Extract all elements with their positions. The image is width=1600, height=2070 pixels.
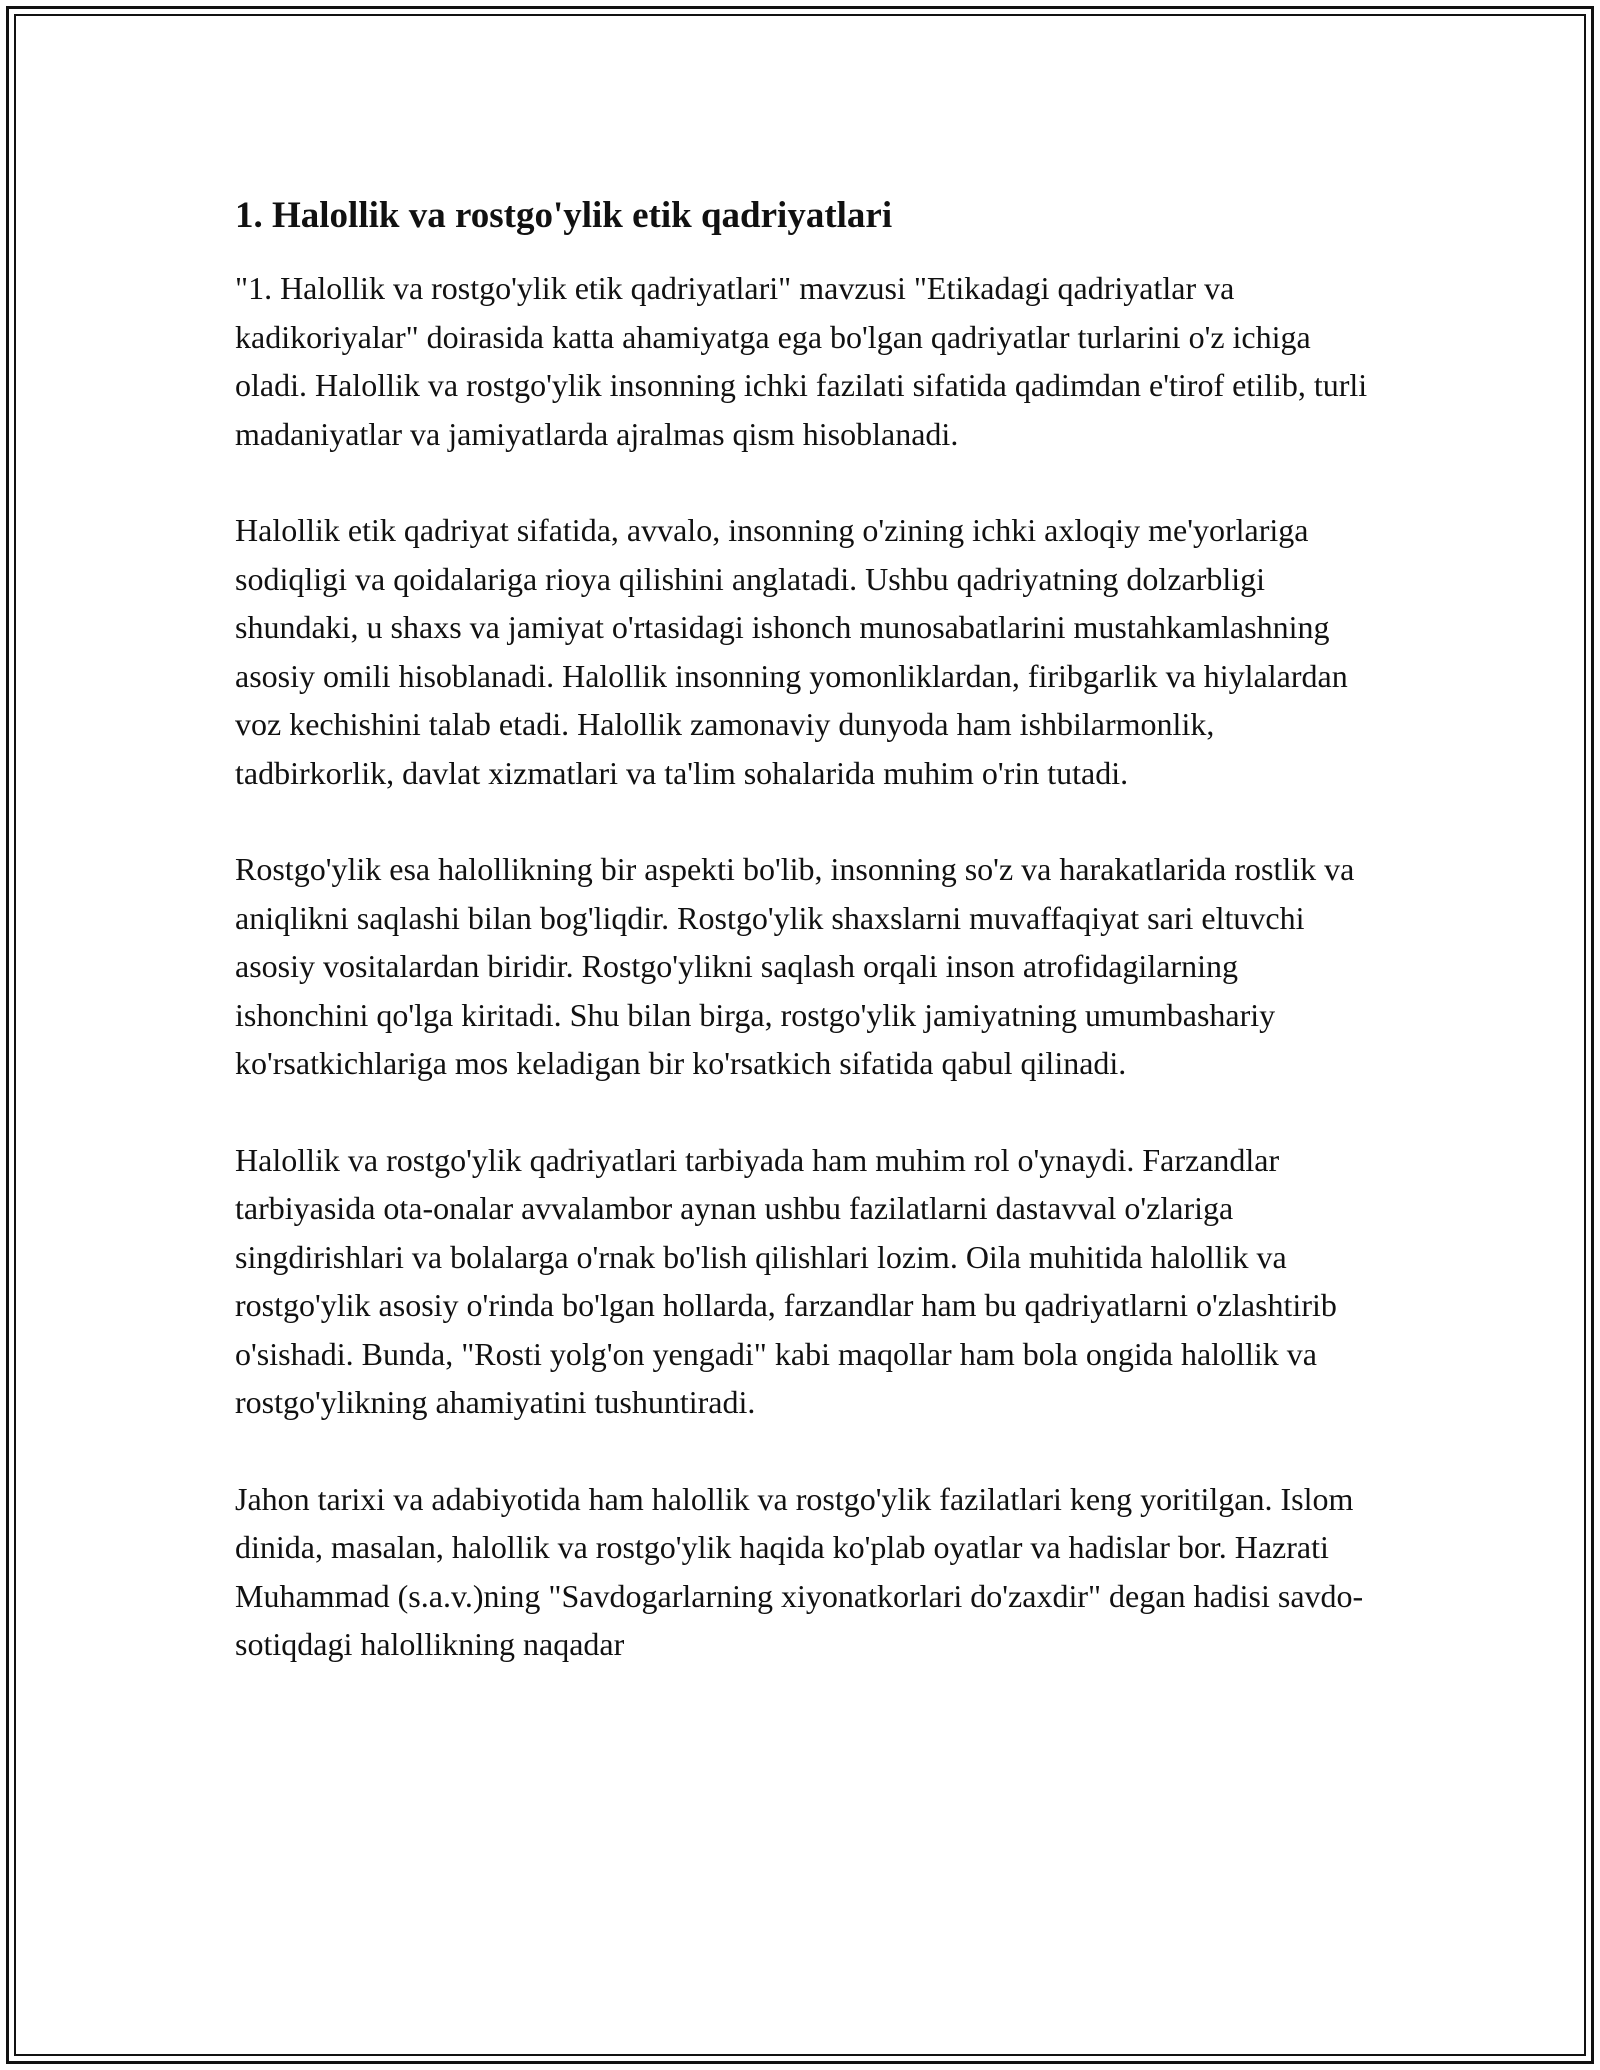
paragraph-tarix: Jahon tarixi va adabiyotida ham halollik va rostgo'ylik fazilatlari keng yoritilgan. Islom dinida, masalan, halollik va rostgo'ylik haqida ko'plab oyatlar va hadislar bor. Hazrati Muhammad (s.a.v.)ning "Savdogarlarning xiyonatkorlari do'zaxdir" degan hadisi savdo-sotiqdagi halollikning naqadar	[235, 1480, 1364, 1662]
paragraph-halollik: Halollik etik qadriyat sifatida, avvalo, insonning o'zining ichki axloqiy me'yorlariga sodiqligi va qoidalariga rioya qilishini anglatadi. Ushbu qadriyatning dolzarbligi shundaki, u shaxs va jamiyat o'rtasidagi ishonch munosabatlarini mustahkamlashning asosiy omili hisoblanadi. Halollik insonning yomonliklardan, firibgarlik va hiylalardan voz kechishini talab etadi. Halollik zamonaviy dunyoda ham ishbilarmonlik, tadbirkorlik, davlat xizmatlari va ta'lim sohalarida muhim o'rin tutadi.	[235, 512, 1348, 791]
paragraph-intro: "1. Halollik va rostgo'ylik etik qadriyatlari" mavzusi "Etikadagi qadriyatlar va kadikoriyalar" doirasida katta ahamiyatga ega bo'lgan qadriyatlar turlarini o'z ichiga oladi. Halollik va rostgo'ylik insonning ichki fazilati sifatida qadimdan e'tirof etilib, turli madaniyatlar va jamiyatlarda ajralmas qism hisoblanadi.	[235, 270, 1368, 452]
document-title: 1. Halollik va rostgo'ylik etik qadriyatlari	[235, 195, 893, 236]
paragraph-tarbiya: Halollik va rostgo'ylik qadriyatlari tarbiyada ham muhim rol o'ynaydi. Farzandlar tarbiyasida ota-onalar avvalambor aynan ushbu fazilatlarni dastavval o'zlariga singdirishlari va bolalarga o'rnak bo'lish qilishlari lozim. Oila muhitida halollik va rostgo'ylik asosiy o'rinda bo'lgan hollarda, farzandlar ham bu qadriyatlarni o'zlashtirib o'sishadi. Bunda, "Rosti yolg'on yengadi" kabi maqollar ham bola ongida halollik va rostgo'ylikning ahamiyatini tushuntiradi.	[235, 1141, 1337, 1420]
document-body	[235, 190, 1370, 1717]
paragraph-rostgoylik: Rostgo'ylik esa halollikning bir aspekti bo'lib, insonning so'z va harakatlarida rostlik va aniqlikni saqlashi bilan bog'liqdir. Rostgo'ylik shaxslarni muvaffaqiyat sari eltuvchi asosiy vositalardan biridir. Rostgo'ylikni saqlash orqali inson atrofidagilarning ishonchini qo'lga kiritadi. Shu bilan birga, rostgo'ylik jamiyatning umumbashariy ko'rsatkichlariga mos keladigan bir ko'rsatkich sifatida qabul qilinadi.	[235, 851, 1355, 1081]
